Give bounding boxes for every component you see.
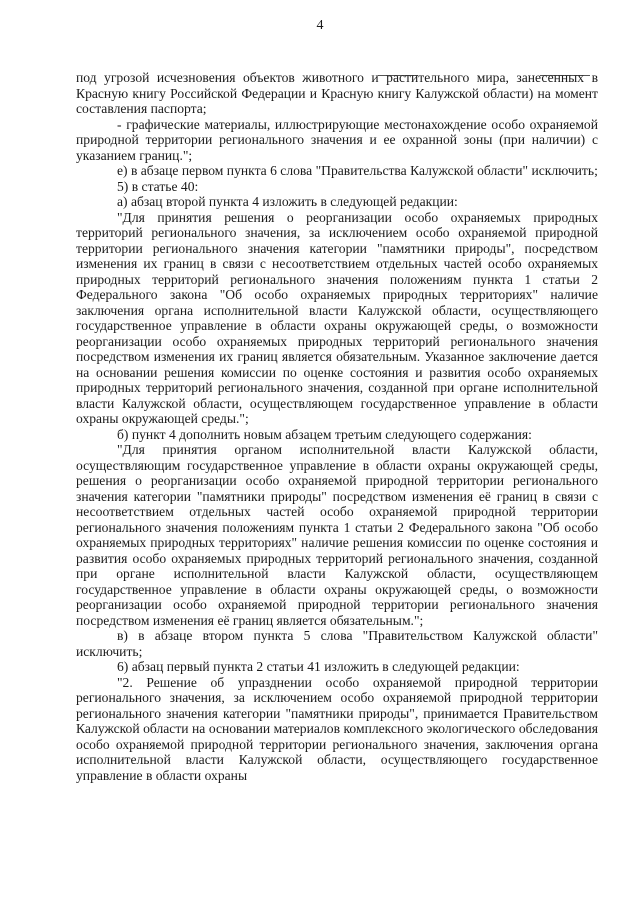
paragraph: "2. Решение об упразднении особо охраняемой природной территории регионального значения, за исключением особо охраняемой природной территории регионального значения категории "памятники природы", принимается Правительством Калужской области на основании материалов комплексного экологического обследования особо охраняемой природной территории регионального значения, заключения органа исполнительной власти Калужской области, осуществляющего государственное управление в области охраны <box>76 674 598 783</box>
paragraph: а) абзац второй пункта 4 изложить в следующей редакции: <box>117 194 458 209</box>
paragraph: - графические материалы, иллюстрирующие местонахождение особо охраняемой природной территории регионального значения и ее охранной зоны (при наличии) с указанием границ."; <box>76 116 598 163</box>
paragraph: в) в абзаце втором пункта 5 слова "Правительством Калужской области" исключить; <box>76 628 598 659</box>
page-number: 4 <box>316 18 324 33</box>
paragraph: "Для принятия решения о реорганизации особо охраняемых природных территорий регионального значения, за исключением особо охраняемой природной территории регионального значения категории "памятники природы", посредством изменения их границ в связи с несоответствием отдельных частей особо охраняемых природных территорий регионального значения положениям пункта 1 статьи 2 Федерального закона "Об особо охраняемых природных территориях" наличие заключения органа исполнительной власти Калужской области, осуществляющего государственное управление в области охраны окружающей среды, о возможности реорганизации особо охраняемых природных территорий регионального значения посредством изменения их границ является обязательным. Указанное заключение дается на основании решения комиссии по оценке состояния и развития особо охраняемых природных территорий регионального значения, созданной при органе исполнительной власти Калужской области, осуществляющем государственное управление в области охраны окружающей среды."; <box>76 209 598 426</box>
paragraph: е) в абзаце первом пункта 6 слова "Правительства Калужской области" исключить; <box>117 163 598 178</box>
paragraph: под угрозой исчезновения объектов животного и растительного мира, занесенных в Красную книгу Российской Федерации и Красную книгу Калужской области) на момент составления паспорта; <box>76 70 598 116</box>
paragraph: 6) абзац первый пункта 2 статьи 41 изложить в следующей редакции: <box>117 659 520 674</box>
paragraph: "Для принятия органом исполнительной власти Калужской области, осуществляющим государственное управление в области охраны окружающей среды, решения о реорганизации особо охраняемой природной территории регионального значения категории "памятники природы" посредством изменения её границ в связи с несоответствием отдельных частей особо охраняемой природной территории регионального значения положениям пункта 1 статьи 2 Федерального закона "Об особо охраняемых природных территориях" наличие решения комиссии по оценке состояния и развития особо охраняемых природных территорий регионального значения, созданной при органе исполнительной власти Калужской области, осуществляющем государственное управление в области охраны окружающей среды, о возможности реорганизации особо охраняемой природной территории регионального значения посредством изменения её границ является обязательным."; <box>76 442 598 628</box>
paragraph: 5) в статье 40: <box>117 178 199 194</box>
paragraph: б) пункт 4 дополнить новым абзацем третьим следующего содержания: <box>117 426 532 442</box>
document-body <box>76 70 598 783</box>
